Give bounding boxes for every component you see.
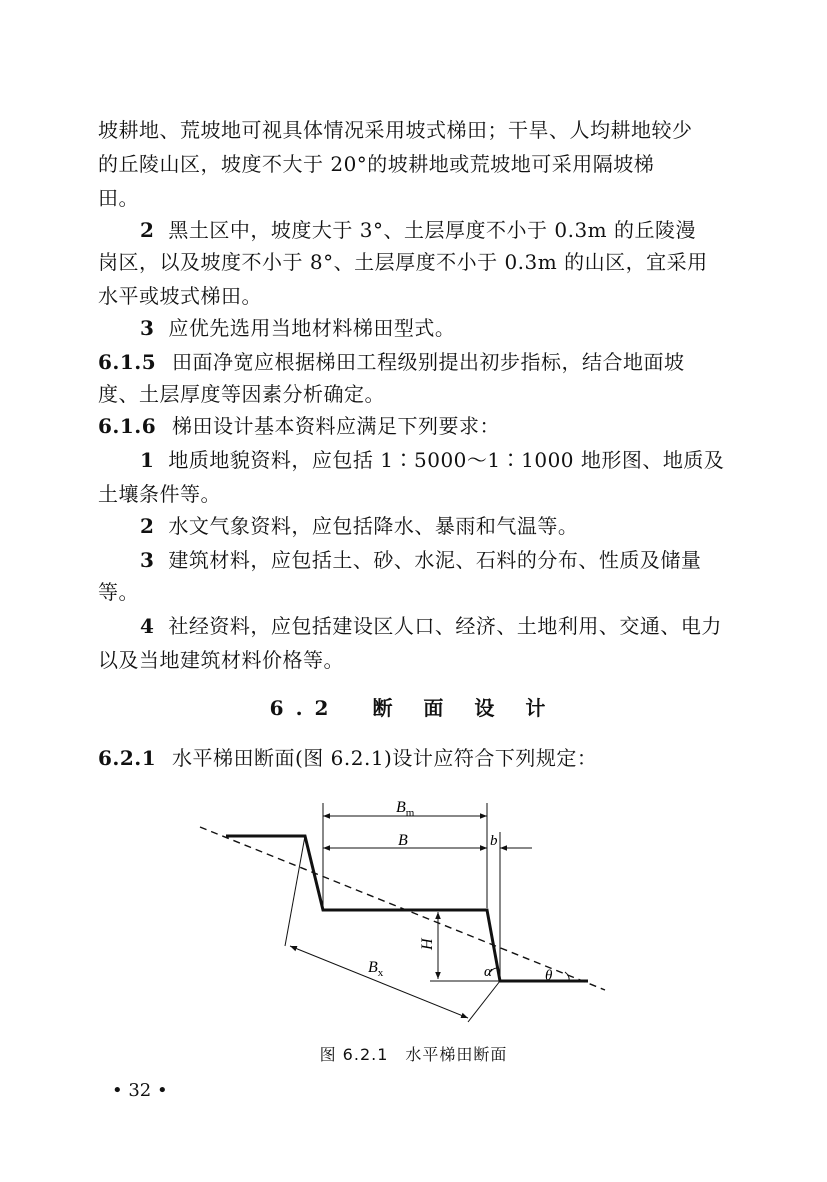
paragraph-line: 等。 <box>98 580 139 604</box>
item-number: 3 <box>140 548 155 572</box>
bx-dimension-line <box>290 946 468 1018</box>
clause-text: 水平梯田断面(图 6.2.1)设计应符合下列规定： <box>172 746 598 770</box>
paragraph-line: 坡耕地、荒坡地可视具体情况采用坡式梯田；干旱、人均耕地较少 <box>98 118 693 142</box>
clause-number: 6.2.1 <box>98 746 157 770</box>
label-b: B <box>398 832 408 849</box>
clause-number: 6.1.5 <box>98 350 157 374</box>
item-number: 2 <box>140 514 155 538</box>
paragraph-line: 土壤条件等。 <box>98 482 221 506</box>
item-number: 1 <box>140 448 155 472</box>
paragraph-line: 的丘陵山区，坡度不大于 20°的坡耕地或荒坡地可采用隔坡梯 <box>98 152 655 176</box>
item-number: 2 <box>140 218 155 242</box>
item-number: 3 <box>140 316 155 340</box>
clause-text: 梯田设计基本资料应满足下列要求： <box>172 414 500 438</box>
terrace-profile <box>226 836 588 981</box>
label-alpha: α <box>484 964 492 980</box>
item-text: 黑土区中，坡度大于 3°、土层厚度不小于 0.3m 的丘陵漫 <box>168 218 696 242</box>
paragraph-line: 岗区，以及坡度不小于 8°、土层厚度不小于 0.3m 的山区，宜采用 <box>98 250 708 274</box>
item-text: 建筑材料，应包括土、砂、水泥、石料的分布、性质及储量 <box>168 548 702 572</box>
paragraph-line: 田。 <box>98 186 139 210</box>
item-text: 地质地貌资料，应包括 1∶5000～1∶1000 地形图、地质及 <box>168 448 725 472</box>
section-title: 6.2 断 面 设 计 <box>269 696 558 720</box>
item-text: 应优先选用当地材料梯田型式。 <box>168 316 456 340</box>
label-small-b: b <box>490 833 498 849</box>
extension-line <box>285 836 305 946</box>
paragraph-line: 以及当地建筑材料价格等。 <box>98 648 344 672</box>
paragraph-line: 水平或坡式梯田。 <box>98 284 262 308</box>
item-text: 社经资料，应包括建设区人口、经济、土地利用、交通、电力 <box>168 614 722 638</box>
clause-number: 6.1.6 <box>98 414 157 438</box>
extension-line <box>468 981 500 1022</box>
label-h: H <box>419 938 436 950</box>
figure-caption: 图 6.2.1 水平梯田断面 <box>319 1045 508 1064</box>
clause-text: 田面净宽应根据梯田工程级别提出初步指标，结合地面坡 <box>172 350 685 374</box>
item-text: 水文气象资料，应包括降水、暴雨和气温等。 <box>168 514 579 538</box>
item-number: 4 <box>140 614 155 638</box>
paragraph-line: 度、土层厚度等因素分析确定。 <box>98 382 385 406</box>
label-bx: $B_x$ <box>368 959 384 979</box>
page-number: • 32 • <box>112 1080 168 1101</box>
label-theta: θ <box>545 968 553 984</box>
label-bm: $B_m$ <box>396 799 415 819</box>
